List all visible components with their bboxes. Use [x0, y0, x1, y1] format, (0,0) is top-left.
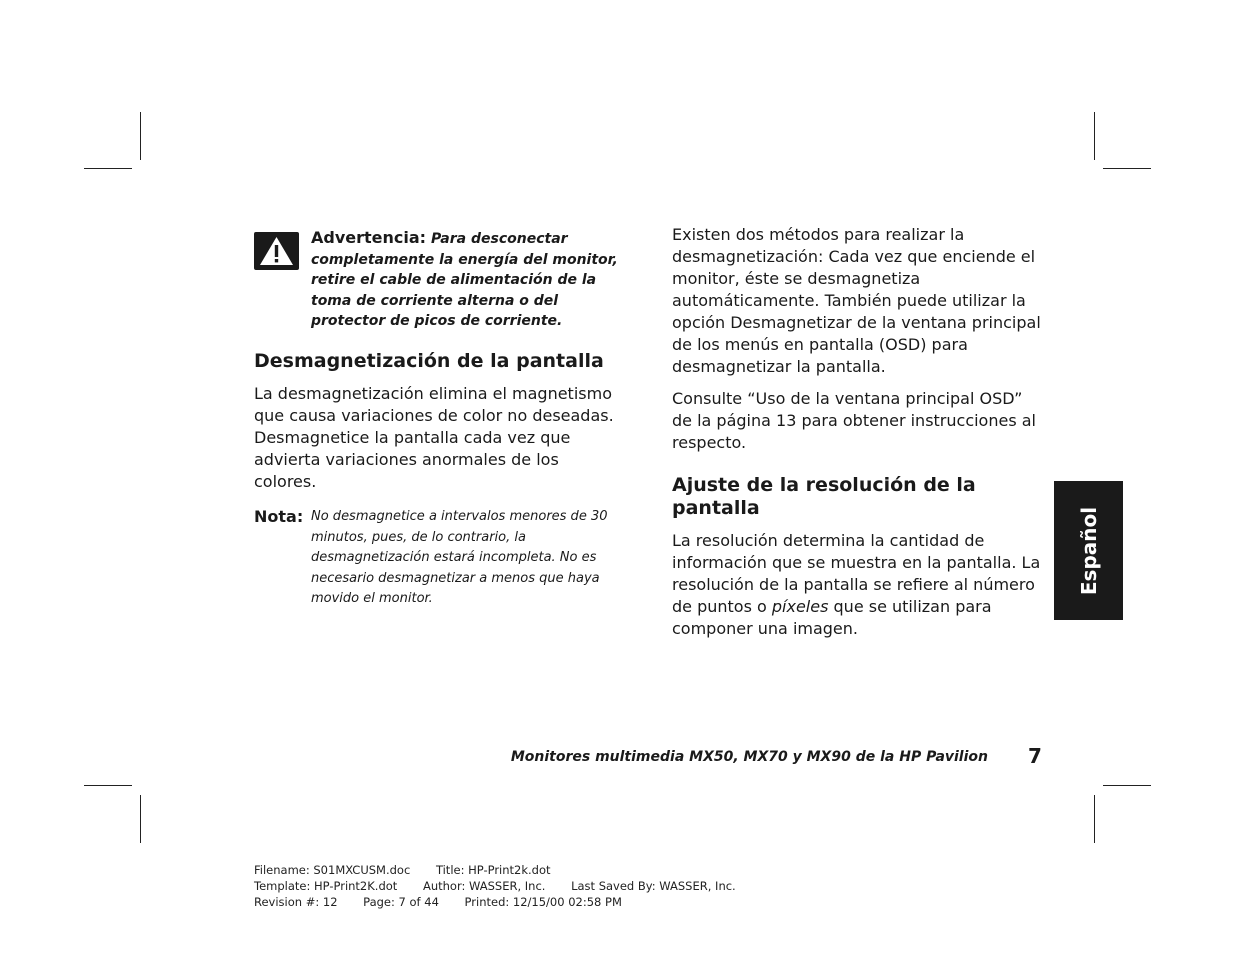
page-number: 7	[1028, 744, 1042, 768]
meta-filename: Filename: S01MXCUSM.doc	[254, 863, 411, 877]
section-heading-resolution: Ajuste de la resolución de la pantalla	[672, 474, 976, 519]
degauss-paragraph: La desmagnetización elimina el magnetismo que causa variaciones de color no deseadas. Desmagnetice la pantalla cada vez que advierta variaciones anormales de los colores.	[254, 384, 614, 491]
osd-reference-paragraph: Consulte “Uso de la ventana principal OSD” de la página 13 para obtener instrucciones al respecto.	[672, 389, 1036, 452]
warning-text	[311, 228, 626, 332]
crop-mark	[1094, 112, 1095, 160]
metadata-row	[254, 862, 758, 878]
metadata-row	[254, 878, 758, 894]
footer-title: Monitores multimedia MX50, MX70 y MX90 de la HP Pavilion	[510, 749, 988, 765]
degauss-methods-paragraph: Existen dos métodos para realizar la desmagnetización: Cada vez que enciende el monitor, éste se desmagnetiza automáticamente. También puede utilizar la opción Desmagnetizar de la ventana principal de los menús en pantalla (OSD) para desmagnetizar la pantalla.	[672, 225, 1041, 376]
note-box	[254, 507, 626, 610]
crop-mark	[140, 795, 141, 843]
meta-last-saved: Last Saved By: WASSER, Inc.	[571, 879, 736, 893]
left-column	[254, 228, 626, 610]
crop-mark	[84, 168, 132, 169]
meta-title: Title: HP-Print2k.dot	[435, 863, 551, 877]
crop-mark	[1103, 168, 1151, 169]
crop-mark	[140, 112, 141, 160]
resolution-text-start: La resolución determina la cantidad de información que se muestra en la pantalla. La resolución de la pantalla se refiere al número de puntos o	[672, 531, 1041, 616]
crop-mark	[1094, 795, 1095, 843]
metadata-row	[254, 894, 758, 910]
resolution-text-italic: píxeles	[771, 597, 829, 616]
resolution-text-end: que se utilizan para componer una imagen.	[672, 597, 992, 638]
meta-page: Page: 7 of 44	[363, 895, 439, 909]
right-column	[672, 224, 1044, 640]
crop-mark	[1103, 785, 1151, 786]
meta-printed: Printed: 12/15/00 02:58 PM	[464, 895, 622, 909]
crop-mark	[84, 785, 132, 786]
language-tab-label: Español	[1076, 506, 1101, 595]
note-label: Nota:	[254, 507, 304, 526]
meta-author: Author: WASSER, Inc.	[422, 879, 546, 893]
meta-template: Template: HP-Print2K.dot	[254, 879, 398, 893]
meta-revision: Revision #: 12	[254, 895, 338, 909]
note-text: No desmagnetice a intervalos menores de 30 minutos, pues, de lo contrario, la desmagnetización estará incompleta. No es necesario desmagnetizar a menos que haya movido el monitor.	[311, 509, 608, 606]
section-heading-degauss: Desmagnetización de la pantalla	[254, 350, 604, 372]
resolution-paragraph	[672, 530, 1044, 640]
warning-triangle-icon	[254, 232, 299, 270]
warning-label: Advertencia:	[311, 228, 427, 247]
language-tab	[1054, 481, 1123, 620]
warning-box	[254, 228, 626, 336]
warning-body: Para desconectar completamente la energía del monitor, retire el cable de alimentación de la toma de corriente alterna o del protector de picos de corriente.	[311, 231, 618, 329]
file-metadata	[254, 862, 758, 910]
